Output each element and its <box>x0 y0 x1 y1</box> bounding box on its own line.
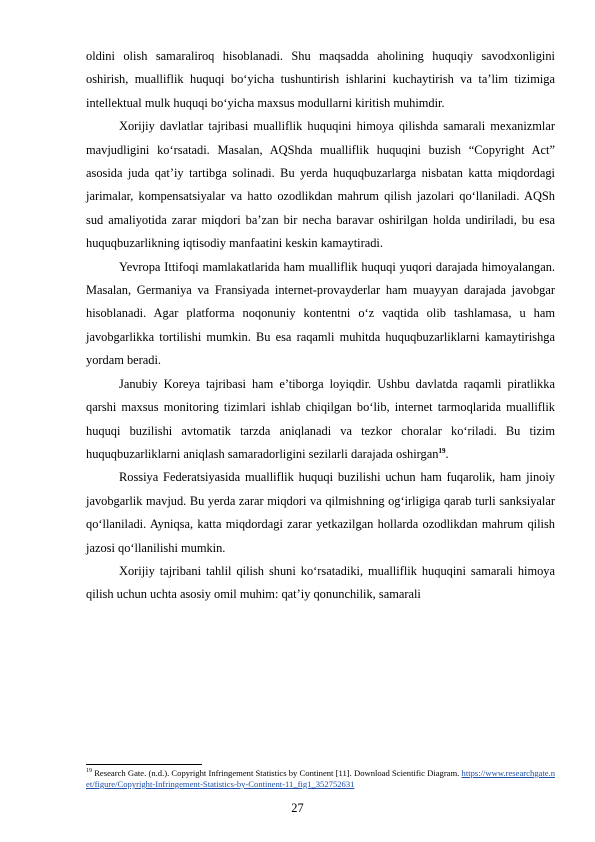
paragraph-6 <box>86 560 555 607</box>
document-body <box>86 45 555 607</box>
paragraph-4 <box>86 373 555 467</box>
paragraph-2-text: Xorijiy davlatlar tajribasi mualliflik huquqini himoya qilishda samarali mexanizmlar mavjudligini ko‘rsatadi. Masalan, AQShda mualliflik huquqini buzish “Copyright Act” asosida juda qat’iy tartibga solinadi. Bu yerda huquqbuzarlarga nisbatan katta miqdordagi jarimalar, kompensatsiyalar va hatto ozodlikdan mahrum qilish jazolari qo‘llaniladi. AQSh sud amaliyotida zarar miqdori ba’zan bir necha baravar oshirilgan holda undiriladi, bu esa huquqbuzarlikning iqtisodiy manfaatini keskin kamaytiradi. <box>86 119 555 251</box>
paragraph-3-text: Yevropa Ittifoqi mamlakatlarida ham mualliflik huquqi yuqori darajada himoyalangan. Masalan, Germaniya va Fransiyada internet-provayderlar ham muayyan darajada javobgar hisoblanadi. Agar platforma noqonuniy kontentni o‘z vaqtida olib tashlamasa, u ham javobgarlikka tortilishi mumkin. Bu esa raqamli muhitda huquqbuzarliklarni kamaytirishga yordam beradi. <box>86 259 555 368</box>
page-number: 27 <box>291 801 304 815</box>
footnote <box>86 768 555 790</box>
footnote-divider <box>86 764 202 765</box>
footnote-text: Research Gate. (n.d.). Copyright Infringement Statistics by Continent [11]. Download Scientific Diagram. <box>94 768 460 778</box>
paragraph-1 <box>86 45 555 115</box>
paragraph-4-text: Janubiy Koreya tajribasi ham e’tiborga loyiqdir. Ushbu davlatda raqamli piratlikka qarshi maxsus monitoring tizimlari ishlab chiqilgan bo‘lib, internet tarmoqlarida mualliflik huquqi buzilishi avtomatik tarzda aniqlanadi va tezkor choralar ko‘riladi. Bu tizim huquqbuzarliklarni aniqlash samaradorligini sezilarli darajada oshirgan <box>86 376 555 461</box>
paragraph-5-text: Rossiya Federatsiyasida mualliflik huquqi buzilishi uchun ham fuqarolik, ham jinoiy javobgarlik mavjud. Bu yerda zarar miqdori va qilmishning og‘irligiga qarab turli sanksiyalar qo‘llaniladi. Ayniqsa, katta miqdordagi zarar yetkazilgan hollarda ozodlikdan mahrum qilish jazosi qo‘llanilishi mumkin. <box>86 470 555 555</box>
paragraph-4-end: . <box>445 446 449 461</box>
footnote-reference[interactable]: 19 <box>438 446 446 455</box>
paragraph-3 <box>86 256 555 373</box>
paragraph-2 <box>86 115 555 255</box>
paragraph-6-text: Xorijiy tajribani tahlil qilish shuni ko‘rsatadiki, mualliflik huquqini samarali himoya qilish uchun uchta asosiy omil muhim: qat’iy qonunchilik, samarali <box>86 563 555 602</box>
footnote-number: 19 <box>86 768 92 775</box>
paragraph-5 <box>86 466 555 560</box>
paragraph-1-text: oldini olish samaraliroq hisoblanadi. Shu maqsadda aholining huquqiy savodxonligini oshirish, mualliflik huquqi bo‘yicha tushuntirish ishlarini kuchaytirish va ta’lim tizimiga intellektual mulk huquqi bo‘yicha maxsus modullarni kiritish muhimdir. <box>86 49 555 110</box>
footnote-link[interactable]: https://www.researchgate.net/figure/Copyright-Infringement-Statistics-by-Continent-11_fig1_352752631 <box>86 768 555 789</box>
